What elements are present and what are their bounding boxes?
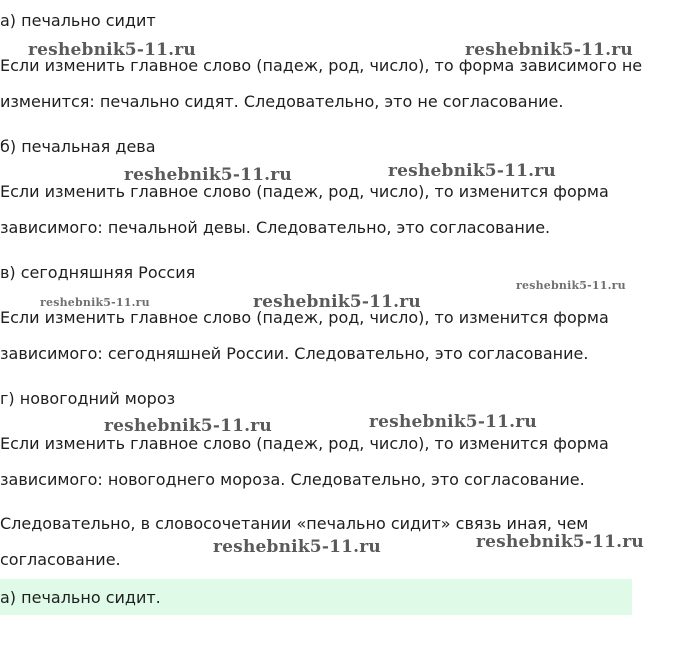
- section-c: [0, 252, 660, 372]
- section-b: [0, 126, 660, 246]
- watermark-logo: reshebnik5-11.ru: [369, 412, 537, 432]
- watermark-logo: reshebnik5-11.ru: [213, 537, 381, 557]
- watermark-logo: reshebnik5-11.ru: [104, 416, 272, 436]
- watermark-logo: reshebnik5-11.ru: [388, 161, 556, 181]
- section-heading: г) новогодний мороз: [0, 389, 176, 408]
- watermark-logo: reshebnik5-11.ru: [28, 40, 196, 60]
- section-text: Если изменить главное слово (падеж, род, число), то изменится форма зависимого: сегодняшней России. Следовательно, это согласование.: [0, 308, 609, 363]
- watermark-logo: reshebnik5-11.ru: [465, 40, 633, 60]
- section-d: [0, 378, 660, 498]
- watermark-logo: reshebnik5-11.ru: [124, 165, 292, 185]
- watermark-logo: reshebnik5-11.ru: [476, 532, 644, 552]
- watermark-logo: reshebnik5-11.ru: [253, 292, 421, 312]
- conclusion-text: Следовательно, в словосочетании «печально сидит» связь иная, чем согласование.: [0, 514, 589, 569]
- section-text: Если изменить главное слово (падеж, род, число), то изменится форма зависимого: печальной девы. Следовательно, это согласование.: [0, 182, 609, 237]
- section-heading: б) печальная дева: [0, 137, 156, 156]
- section-text: Если изменить главное слово (падеж, род, число), то форма зависимого не изменится: печально сидят. Следовательно, это не согласование.: [0, 56, 643, 111]
- watermark-logo: reshebnik5-11.ru: [40, 296, 150, 309]
- section-text: Если изменить главное слово (падеж, род, число), то изменится форма зависимого: новогоднего мороза. Следовательно, это согласование.: [0, 434, 609, 489]
- section-a: [0, 0, 660, 120]
- section-heading: а) печально сидит: [0, 11, 156, 30]
- watermark-logo: reshebnik5-11.ru: [516, 279, 626, 292]
- answer-text: а) печально сидит.: [0, 588, 161, 607]
- section-heading: в) сегодняшняя Россия: [0, 263, 196, 282]
